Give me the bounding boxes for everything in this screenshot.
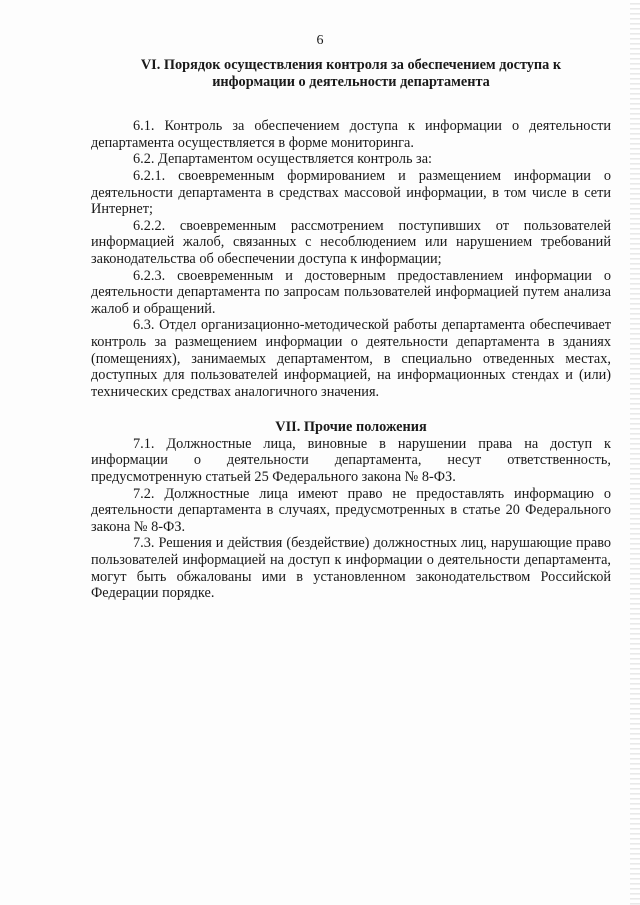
scan-edge [630,0,640,905]
document-body [91,57,611,602]
paragraph-6-2: 6.2. Департаментом осуществляется контроль за: [133,151,433,168]
paragraph-7-2: 7.2. Должностные лица имеют право не предоставлять информацию о деятельности департамента в случаях, предусмотренных в статье 20 Федерального закона № 8-ФЗ. [91,485,611,535]
paragraph-7-1: 7.1. Должностные лица, виновные в нарушении права на доступ к информации о деятельности департамента, несут ответственность, предусмотренную статьей 25 Федерального закона № 8-ФЗ. [91,435,611,486]
section-7-title: VII. Прочие положения [275,419,427,436]
paragraph-6-2-3: 6.2.3. своевременным и достоверным предоставлением информации о деятельности департамента по запросам пользователей информацией путем анализа жалоб и обращений. [91,267,611,317]
paragraph-6-2-1: 6.2.1. своевременным формированием и размещением информации о деятельности департамента в средствах массовой информации, в том числе в сети Интернет; [91,167,611,218]
paragraph-6-2-2: 6.2.2. своевременным рассмотрением поступивших от пользователей информацией жалоб, связанных с несоблюдением или нарушением требований законодательства об обеспечении доступа к информации; [91,217,611,267]
paragraph-6-1: 6.1. Контроль за обеспечением доступа к информации о деятельности департамента осуществляется в форме мониторинга. [91,118,611,151]
section-6-title: VI. Порядок осуществления контроля за обеспечением доступа к информации о деятельности департамента [140,57,562,90]
paragraph-6-3: 6.3. Отдел организационно-методической работы департамента обеспечивает контроль за размещением информации о деятельности департамента в зданиях (помещениях), занимаемых департаментом, в специально отведенных местах, доступных для пользователей информацией, на информационных стендах и (или) технических средствах аналогичного значения. [91,317,611,400]
paragraph-7-3: 7.3. Решения и действия (бездействие) должностных лиц, нарушающие право пользователей информацией на доступ к информации о деятельности департамента, могут быть обжалованы ими в установленном законодательством Российской Федерации порядке. [91,535,611,602]
page-number: 6 [316,33,324,48]
